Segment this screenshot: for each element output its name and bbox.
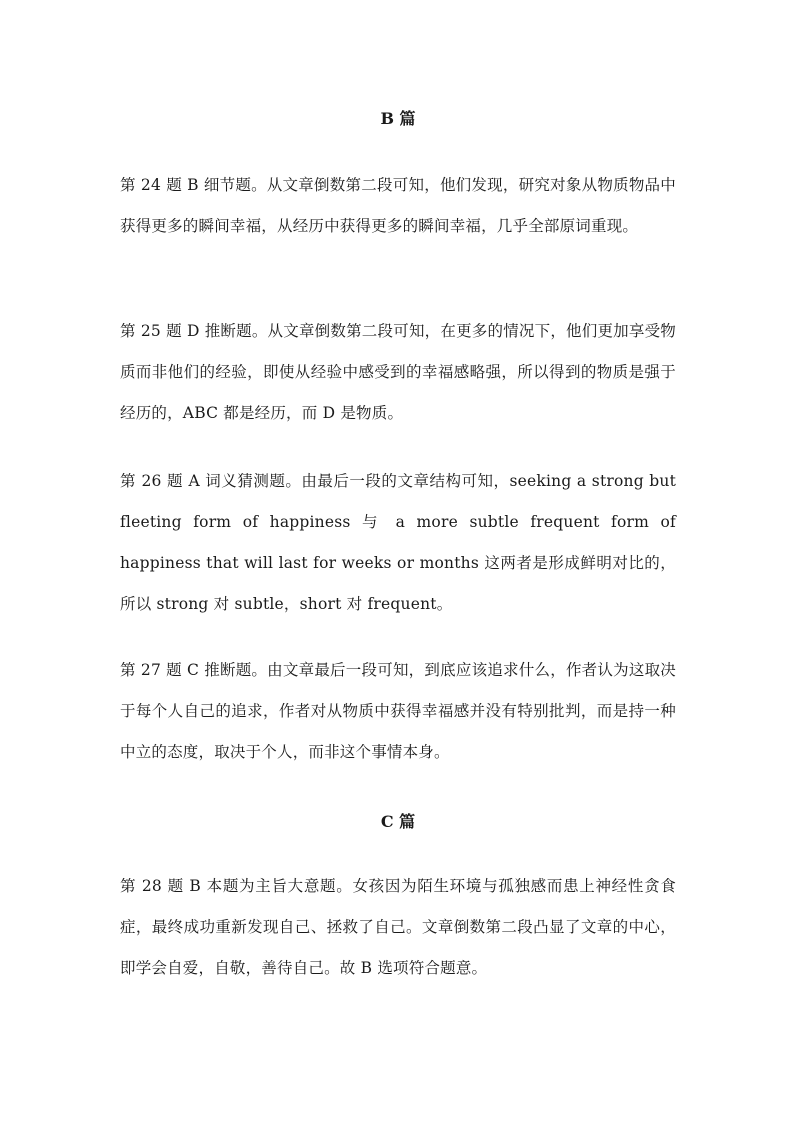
answer-28: 第 28 题 B 本题为主旨大意题。女孩因为陌生环境与孤独感而患上神经性贪食症，最终成功重新发现自己、拯救了自己。文章倒数第二段凸显了文章的中心，即学会自爱，自敬，善待自己。故 B 选项符合题意。 <box>120 877 676 977</box>
section-b-title: B 篇 <box>380 109 416 128</box>
answer-25: 第 25 题 D 推断题。从文章倒数第二段可知，在更多的情况下，他们更加享受物质而非他们的经验，即使从经验中感受到的幸福感略强，所以得到的物质是强于经历的，ABC 都是经历，而 D 是物质。 <box>120 322 676 422</box>
section-c-title: C 篇 <box>380 812 416 831</box>
answer-24: 第 24 题 B 细节题。从文章倒数第二段可知，他们发现，研究对象从物质物品中获得更多的瞬间幸福，从经历中获得更多的瞬间幸福，几乎全部原词重现。 <box>120 176 676 235</box>
answer-26: 第 26 题 A 词义猜测题。由最后一段的文章结构可知，seeking a strong but fleeting form of happiness 与 a more subtle frequent form of happiness that will last for weeks or months 这两者是形成鲜明对比的，所以 strong 对 subtle，short 对 frequent。 <box>120 472 676 613</box>
answer-27: 第 27 题 C 推断题。由文章最后一段可知，到底应该追求什么，作者认为这取决于每个人自己的追求，作者对从物质中获得幸福感并没有特别批判，而是持一种中立的态度，取决于个人，而非这个事情本身。 <box>120 661 676 761</box>
